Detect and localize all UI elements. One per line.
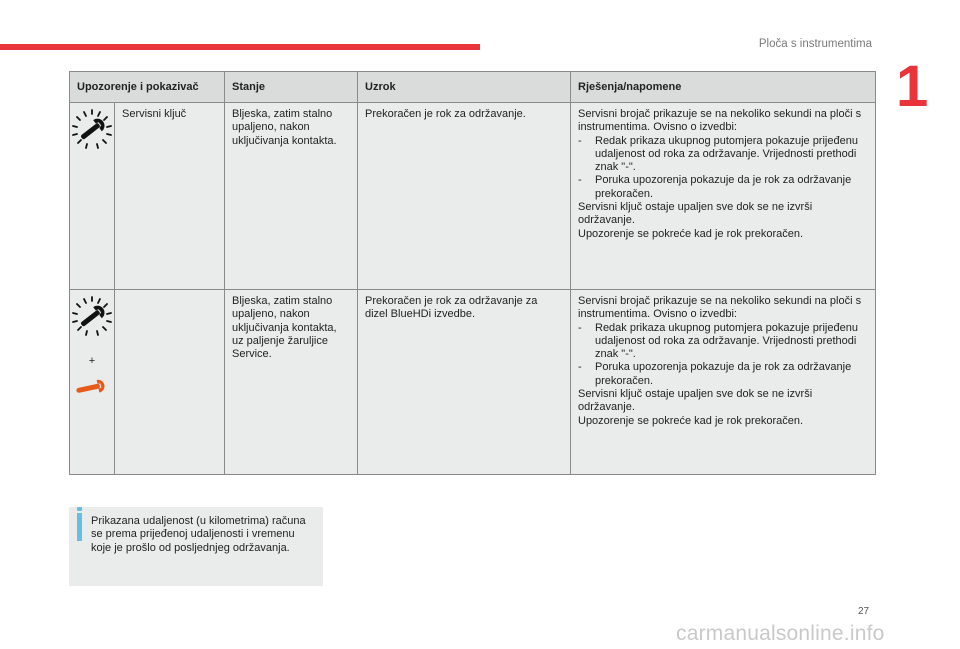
notes-outro: Servisni ključ ostaje upaljen sve dok se ne izvrši održavanje.: [578, 388, 813, 414]
bullet-text: Redak prikaza ukupnog putomjera pokazuje prijeđenu udaljenost od roka za održavanje. Vrijednosti prethodi znak "-".: [595, 134, 858, 174]
service-wrench-rays-icon: [70, 108, 114, 150]
service-wrench-rays-icon: [70, 295, 114, 337]
page-number: 27: [858, 606, 870, 617]
table-row: [70, 103, 876, 290]
header-notes: Rješenja/napomene: [571, 72, 876, 103]
notes-outro: Upozorenje se pokreće kad je rok prekoračen.: [578, 414, 804, 427]
cause-text: Prekoračen je rok za održavanje.: [358, 103, 571, 290]
info-icon: [77, 513, 82, 541]
bullet-text: Poruka upozorenja pokazuje da je rok za održavanje prekoračen.: [595, 174, 852, 200]
plus-sign: +: [88, 355, 96, 368]
notes-outro: Upozorenje se pokreće kad je rok prekoračen.: [578, 227, 804, 240]
info-note: [69, 507, 323, 586]
notes-cell: [571, 290, 876, 475]
warning-name: [115, 290, 225, 475]
list-item: - Redak prikaza ukupnog putomjera pokazuje prijeđenu udaljenost od roka za održavanje. Vrijednosti prethodi znak "-".: [578, 322, 868, 362]
bullet-text: Poruka upozorenja pokazuje da je rok za održavanje prekoračen.: [595, 361, 852, 387]
cause-text: Prekoračen je rok za održavanje za dizel BlueHDi izvedbe.: [358, 290, 571, 475]
watermark: carmanualsonline.info: [676, 622, 885, 645]
header-state: Stanje: [225, 72, 358, 103]
header-accent-bar: [0, 44, 480, 50]
notes-outro: Servisni ključ ostaje upaljen sve dok se ne izvrši održavanje.: [578, 201, 813, 227]
notes-intro: Servisni brojač prikazuje se na nekoliko sekundi na ploči s instrumentima. Ovisno o izvedbi:: [578, 295, 862, 321]
section-title: Ploča s instrumentima: [758, 38, 872, 50]
orange-wrench-icon: [74, 379, 110, 395]
table-header-row: [70, 72, 876, 103]
header-cause: Uzrok: [358, 72, 571, 103]
icon-cell: [70, 103, 115, 290]
info-text: Prikazana udaljenost (u kilometrima) računa se prema prijeđenoj udaljenosti i vremenu koje je prošlo od posljednjeg održavanja.: [91, 515, 306, 554]
warning-name: Servisni ključ: [115, 103, 225, 290]
table-row: [70, 290, 876, 475]
list-item: - Redak prikaza ukupnog putomjera pokazuje prijeđenu udaljenost od roka za održavanje. Vrijednosti prethodi znak "-".: [578, 135, 868, 175]
header-warning: Upozorenje i pokazivač: [70, 72, 225, 103]
state-text: Bljeska, zatim stalno upaljeno, nakon uključivanja kontakta.: [225, 103, 358, 290]
list-item: - Poruka upozorenja pokazuje da je rok za održavanje prekoračen.: [578, 174, 868, 201]
notes-cell: [571, 103, 876, 290]
list-item: - Poruka upozorenja pokazuje da je rok za održavanje prekoračen.: [578, 361, 868, 388]
notes-intro: Servisni brojač prikazuje se na nekoliko sekundi na ploči s instrumentima. Ovisno o izvedbi:: [578, 108, 862, 134]
icon-cell: [70, 290, 115, 475]
chapter-number: 1: [896, 54, 929, 119]
state-text: Bljeska, zatim stalno upaljeno, nakon uključivanja kontakta, uz paljenje žaruljice Service.: [225, 290, 358, 475]
warning-table: [69, 71, 876, 475]
bullet-text: Redak prikaza ukupnog putomjera pokazuje prijeđenu udaljenost od roka za održavanje. Vrijednosti prethodi znak "-".: [595, 321, 858, 361]
